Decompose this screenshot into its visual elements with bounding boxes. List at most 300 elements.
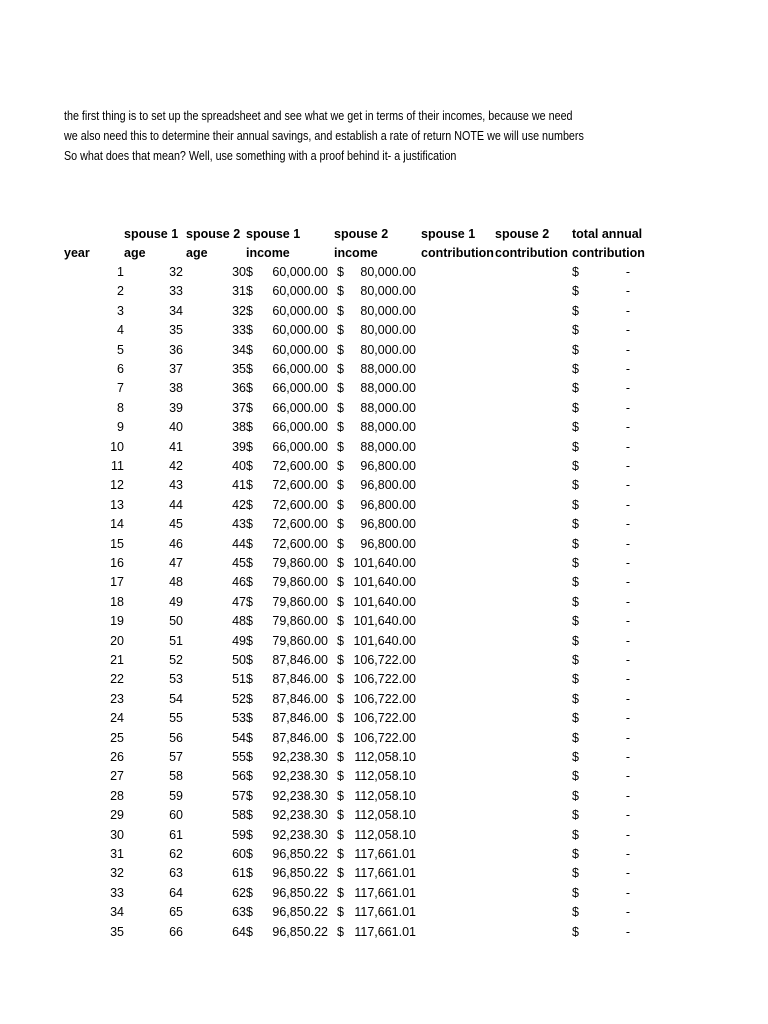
spouse2-age-cell: 44: [232, 536, 246, 551]
spouse1-age-cell: 36: [169, 342, 183, 357]
spouse1-income-cell: 72,600.00: [272, 459, 328, 473]
total-contribution-currency: $: [572, 439, 579, 454]
spouse2-age-cell: 32: [232, 303, 246, 318]
total-contribution-currency: $: [572, 381, 579, 396]
total-contribution-currency: $: [572, 730, 579, 745]
total-contribution-cell: -: [625, 400, 631, 415]
note-line-1: the first thing is to set up the spreadsheet and see what we get in terms of their incomes, because we need: [64, 109, 573, 123]
spouse2-age-cell: 41: [232, 478, 246, 493]
spouse1-income-currency: $: [246, 439, 253, 454]
spouse1-income-cell: 87,846.00: [272, 653, 328, 667]
year-cell: 30: [110, 827, 124, 842]
spouse2-income-cell: 88,000.00: [360, 420, 416, 435]
spouse1-income-currency: $: [246, 556, 253, 570]
year-cell: 18: [110, 594, 124, 609]
spouse1-age-cell: 37: [169, 362, 183, 376]
total-contribution-cell: -: [625, 381, 631, 396]
spouse1-age-cell: 60: [169, 808, 183, 823]
total-contribution-currency: $: [572, 672, 579, 687]
spouse1-income-currency: $: [246, 400, 253, 415]
spouse1-income-cell: 87,846.00: [272, 672, 328, 687]
spouse2-income-currency: $: [337, 381, 344, 396]
spouse2-income-cell: 80,000.00: [360, 284, 416, 299]
total-contribution-currency: $: [572, 303, 579, 318]
spouse1-income-cell: 72,600.00: [272, 497, 328, 512]
header-spouse2-age-bottom: age: [186, 246, 208, 260]
spouse1-age-cell: 48: [169, 575, 183, 590]
spouse1-age-cell: 45: [169, 517, 183, 532]
spouse2-age-cell: 55: [232, 750, 246, 764]
spouse1-income-currency: $: [246, 497, 253, 512]
spouse2-income-cell: 106,722.00: [353, 691, 416, 706]
spouse2-age-cell: 58: [232, 808, 246, 823]
total-contribution-currency: $: [572, 556, 579, 570]
spouse2-income-currency: $: [337, 478, 344, 493]
total-contribution-cell: -: [625, 459, 631, 473]
header-spouse1-income-bottom: income: [246, 246, 290, 260]
table-row: [0, 709, 768, 728]
total-contribution-cell: -: [625, 672, 631, 687]
spouse1-age-cell: 46: [169, 536, 183, 551]
spouse1-income-currency: $: [246, 866, 253, 881]
spouse1-income-currency: $: [246, 730, 253, 745]
spouse1-income-cell: 79,860.00: [272, 614, 328, 629]
spouse1-income-cell: 60,000.00: [272, 342, 328, 357]
spouse1-income-currency: $: [246, 672, 253, 687]
spouse1-income-currency: $: [246, 594, 253, 609]
spouse2-income-currency: $: [337, 924, 344, 939]
spouse1-income-cell: 92,238.30: [272, 750, 328, 764]
total-contribution-currency: $: [572, 769, 579, 784]
table-row: [0, 923, 768, 942]
header-spouse1-contribution-bottom: contribution: [421, 246, 494, 260]
header-spouse1-age-bottom: age: [124, 246, 146, 260]
header-year: year: [64, 246, 90, 260]
spouse1-age-cell: 52: [169, 653, 183, 667]
year-cell: 12: [110, 478, 124, 493]
spouse2-income-cell: 101,640.00: [353, 633, 416, 648]
table-row: [0, 438, 768, 457]
spouse1-income-cell: 72,600.00: [272, 478, 328, 493]
spouse2-income-cell: 88,000.00: [360, 400, 416, 415]
total-contribution-cell: -: [625, 711, 631, 726]
table-row: [0, 302, 768, 321]
spouse2-age-cell: 59: [232, 827, 246, 842]
spouse1-income-cell: 66,000.00: [272, 420, 328, 435]
total-contribution-currency: $: [572, 711, 579, 726]
spouse1-income-cell: 92,238.30: [272, 808, 328, 823]
spouse2-income-cell: 112,058.10: [354, 827, 416, 842]
spouse2-income-cell: 117,661.01: [354, 847, 416, 861]
spouse2-income-cell: 117,661.01: [354, 866, 416, 881]
spouse1-age-cell: 62: [169, 847, 183, 861]
spouse2-age-cell: 56: [232, 769, 246, 784]
spouse2-age-cell: 61: [232, 866, 246, 881]
spouse1-income-cell: 66,000.00: [272, 400, 328, 415]
spouse1-income-currency: $: [246, 788, 253, 803]
total-contribution-cell: -: [625, 827, 631, 842]
total-contribution-currency: $: [572, 362, 579, 376]
total-contribution-cell: -: [625, 594, 631, 609]
table-row: [0, 903, 768, 922]
spouse1-age-cell: 50: [169, 614, 183, 629]
table-row: [0, 767, 768, 786]
table-row: [0, 884, 768, 903]
spouse1-income-cell: 87,846.00: [272, 730, 328, 745]
spouse2-income-currency: $: [337, 342, 344, 357]
spouse1-age-cell: 42: [169, 459, 183, 473]
spouse1-income-cell: 66,000.00: [272, 362, 328, 376]
total-contribution-cell: -: [625, 303, 631, 318]
total-contribution-currency: $: [572, 924, 579, 939]
spouse1-income-cell: 60,000.00: [272, 265, 328, 279]
spouse1-income-cell: 66,000.00: [272, 439, 328, 454]
spouse2-income-cell: 106,722.00: [353, 711, 416, 726]
spouse2-income-currency: $: [337, 497, 344, 512]
total-contribution-currency: $: [572, 420, 579, 435]
year-cell: 34: [110, 905, 124, 920]
spouse1-income-currency: $: [246, 459, 253, 473]
year-cell: 17: [110, 575, 124, 590]
spouse2-income-cell: 80,000.00: [360, 265, 416, 279]
table-row: [0, 554, 768, 573]
total-contribution-cell: -: [625, 420, 631, 435]
table-row: [0, 573, 768, 592]
year-cell: 29: [110, 808, 124, 823]
spouse1-income-currency: $: [246, 769, 253, 784]
total-contribution-currency: $: [572, 400, 579, 415]
spouse2-age-cell: 53: [232, 711, 246, 726]
spouse1-income-cell: 96,850.22: [272, 847, 328, 861]
spouse2-income-cell: 96,800.00: [360, 497, 416, 512]
year-cell: 2: [117, 284, 124, 299]
spouse1-income-cell: 96,850.22: [272, 924, 328, 939]
spouse2-age-cell: 36: [232, 381, 246, 396]
spouse2-age-cell: 48: [232, 614, 246, 629]
total-contribution-currency: $: [572, 284, 579, 299]
spouse2-age-cell: 54: [232, 730, 246, 745]
spouse1-income-cell: 92,238.30: [272, 827, 328, 842]
spouse2-income-cell: 88,000.00: [360, 381, 416, 396]
spouse1-income-currency: $: [246, 575, 253, 590]
total-contribution-currency: $: [572, 691, 579, 706]
total-contribution-cell: -: [625, 769, 631, 784]
spouse2-income-cell: 117,661.01: [354, 924, 416, 939]
spouse1-income-cell: 60,000.00: [272, 303, 328, 318]
header-spouse1-income-top: spouse 1: [246, 227, 301, 241]
total-contribution-currency: $: [572, 750, 579, 764]
spouse2-income-cell: 106,722.00: [353, 672, 416, 687]
year-cell: 1: [117, 265, 124, 279]
table-row: [0, 729, 768, 748]
total-contribution-currency: $: [572, 847, 579, 861]
year-cell: 15: [110, 536, 124, 551]
spouse2-income-currency: $: [337, 750, 344, 764]
spouse1-income-currency: $: [246, 808, 253, 823]
spouse1-age-cell: 38: [169, 381, 183, 396]
spouse1-income-currency: $: [246, 362, 253, 376]
spouse2-age-cell: 38: [232, 420, 246, 435]
table-row: [0, 496, 768, 515]
spouse1-age-cell: 41: [169, 439, 183, 454]
spouse2-income-cell: 88,000.00: [360, 362, 416, 376]
spouse1-income-cell: 79,860.00: [272, 575, 328, 590]
year-cell: 16: [110, 556, 124, 570]
year-cell: 27: [110, 769, 124, 784]
year-cell: 24: [110, 711, 124, 726]
year-cell: 21: [110, 653, 124, 667]
spouse2-age-cell: 63: [232, 905, 246, 920]
spouse1-income-cell: 72,600.00: [272, 536, 328, 551]
spouse1-income-currency: $: [246, 284, 253, 299]
spouse1-age-cell: 49: [169, 594, 183, 609]
total-contribution-cell: -: [625, 730, 631, 745]
year-cell: 32: [110, 866, 124, 881]
spouse1-income-currency: $: [246, 517, 253, 532]
spouse2-income-currency: $: [337, 672, 344, 687]
total-contribution-currency: $: [572, 653, 579, 667]
table-row: [0, 321, 768, 340]
spouse1-age-cell: 51: [169, 633, 183, 648]
table-row: [0, 670, 768, 689]
spouse2-income-cell: 80,000.00: [360, 342, 416, 357]
spouse2-age-cell: 31: [232, 284, 246, 299]
spouse1-age-cell: 32: [169, 265, 183, 279]
year-cell: 31: [110, 847, 124, 861]
spouse2-age-cell: 30: [232, 265, 246, 279]
total-contribution-currency: $: [572, 459, 579, 473]
year-cell: 19: [110, 614, 124, 629]
spouse2-age-cell: 62: [232, 885, 246, 900]
total-contribution-currency: $: [572, 808, 579, 823]
spouse2-income-currency: $: [337, 284, 344, 299]
spouse2-income-currency: $: [337, 439, 344, 454]
spouse2-income-cell: 112,058.10: [354, 750, 416, 764]
spouse2-income-currency: $: [337, 556, 344, 570]
total-contribution-currency: $: [572, 497, 579, 512]
spouse2-income-cell: 117,661.01: [354, 905, 416, 920]
spouse2-income-currency: $: [337, 517, 344, 532]
spouse2-income-cell: 80,000.00: [360, 303, 416, 318]
table-row: [0, 399, 768, 418]
spouse2-age-cell: 57: [232, 788, 246, 803]
year-cell: 23: [110, 691, 124, 706]
spouse1-age-cell: 55: [169, 711, 183, 726]
spouse2-income-cell: 106,722.00: [353, 653, 416, 667]
total-contribution-cell: -: [625, 633, 631, 648]
spouse2-income-cell: 96,800.00: [360, 478, 416, 493]
year-cell: 14: [110, 517, 124, 532]
spouse2-age-cell: 43: [232, 517, 246, 532]
spouse2-age-cell: 50: [232, 653, 246, 667]
spouse1-income-currency: $: [246, 847, 253, 861]
total-contribution-currency: $: [572, 323, 579, 338]
spouse2-income-currency: $: [337, 575, 344, 590]
spouse1-income-currency: $: [246, 420, 253, 435]
year-cell: 3: [117, 303, 124, 318]
total-contribution-cell: -: [625, 691, 631, 706]
header-spouse1-age-top: spouse 1: [124, 227, 179, 241]
total-contribution-cell: -: [625, 905, 631, 920]
spouse1-income-currency: $: [246, 905, 253, 920]
spouse1-income-currency: $: [246, 323, 253, 338]
year-cell: 5: [117, 342, 124, 357]
total-contribution-cell: -: [625, 497, 631, 512]
spouse2-income-cell: 117,661.01: [354, 885, 416, 900]
spouse1-age-cell: 63: [169, 866, 183, 881]
spouse1-age-cell: 47: [169, 556, 183, 570]
spouse2-age-cell: 60: [232, 847, 246, 861]
spouse1-income-cell: 96,850.22: [272, 866, 328, 881]
total-contribution-currency: $: [572, 827, 579, 842]
spouse1-age-cell: 61: [169, 827, 183, 842]
total-contribution-cell: -: [625, 847, 631, 861]
spouse1-income-cell: 92,238.30: [272, 769, 328, 784]
spouse1-income-cell: 79,860.00: [272, 633, 328, 648]
spouse1-age-cell: 54: [169, 691, 183, 706]
total-contribution-currency: $: [572, 614, 579, 629]
header-total-annual-top: total annual: [572, 227, 643, 241]
spouse2-age-cell: 33: [232, 323, 246, 338]
year-cell: 25: [110, 730, 124, 745]
spouse2-age-cell: 40: [232, 459, 246, 473]
spouse1-income-currency: $: [246, 711, 253, 726]
spouse2-income-currency: $: [337, 323, 344, 338]
spouse2-age-cell: 35: [232, 362, 246, 376]
spouse1-age-cell: 43: [169, 478, 183, 493]
spouse2-age-cell: 39: [232, 439, 246, 454]
spouse1-age-cell: 57: [169, 750, 183, 764]
total-contribution-cell: -: [625, 362, 631, 376]
spouse1-income-currency: $: [246, 342, 253, 357]
table-row: [0, 651, 768, 670]
total-contribution-currency: $: [572, 594, 579, 609]
table-row: [0, 806, 768, 825]
table-row: [0, 864, 768, 883]
year-cell: 22: [110, 672, 124, 687]
spouse2-income-currency: $: [337, 885, 344, 900]
spouse2-income-currency: $: [337, 459, 344, 473]
header-spouse2-income-top: spouse 2: [334, 227, 389, 241]
total-contribution-currency: $: [572, 788, 579, 803]
spouse1-age-cell: 58: [169, 769, 183, 784]
spouse1-income-currency: $: [246, 478, 253, 493]
header-spouse2-age-top: spouse 2: [186, 227, 241, 241]
spouse1-income-currency: $: [246, 536, 253, 551]
spouse2-income-currency: $: [337, 730, 344, 745]
total-contribution-cell: -: [625, 342, 631, 357]
header-total-annual-bottom: contribution: [572, 246, 645, 260]
spouse2-income-cell: 96,800.00: [360, 459, 416, 473]
spouse1-income-cell: 96,850.22: [272, 885, 328, 900]
spouse2-age-cell: 37: [232, 400, 246, 415]
spouse1-age-cell: 40: [169, 420, 183, 435]
spouse2-income-currency: $: [337, 265, 344, 279]
note-line-2: we also need this to determine their annual savings, and establish a rate of return NOTE we will use numbers: [64, 129, 584, 143]
table-row: [0, 341, 768, 360]
table-row: [0, 593, 768, 612]
total-contribution-currency: $: [572, 265, 579, 279]
spouse1-income-currency: $: [246, 885, 253, 900]
spouse1-income-currency: $: [246, 265, 253, 279]
table-row: [0, 379, 768, 398]
year-cell: 26: [110, 750, 124, 764]
total-contribution-currency: $: [572, 575, 579, 590]
table-row: [0, 457, 768, 476]
spouse2-income-currency: $: [337, 905, 344, 920]
spouse2-age-cell: 46: [232, 575, 246, 590]
table-row: [0, 748, 768, 767]
spouse1-income-cell: 96,850.22: [272, 905, 328, 920]
total-contribution-cell: -: [625, 284, 631, 299]
table-row: [0, 418, 768, 437]
spouse2-age-cell: 49: [232, 633, 246, 648]
total-contribution-cell: -: [625, 750, 631, 764]
spouse2-age-cell: 52: [232, 691, 246, 706]
table-row: [0, 826, 768, 845]
total-contribution-cell: -: [625, 536, 631, 551]
spouse1-income-currency: $: [246, 924, 253, 939]
total-contribution-currency: $: [572, 866, 579, 881]
total-contribution-cell: -: [625, 323, 631, 338]
year-cell: 7: [117, 381, 124, 396]
spouse1-income-currency: $: [246, 750, 253, 764]
spouse1-income-currency: $: [246, 691, 253, 706]
spouse1-age-cell: 66: [169, 924, 183, 939]
year-cell: 35: [110, 924, 124, 939]
table-row: [0, 263, 768, 282]
spouse2-income-currency: $: [337, 594, 344, 609]
spouse2-income-currency: $: [337, 691, 344, 706]
spouse1-income-cell: 79,860.00: [272, 594, 328, 609]
spouse2-income-cell: 101,640.00: [353, 614, 416, 629]
total-contribution-cell: -: [625, 556, 631, 570]
note-line-3: So what does that mean? Well, use something with a proof behind it- a justification: [64, 149, 457, 163]
total-contribution-currency: $: [572, 478, 579, 493]
table-row: [0, 787, 768, 806]
year-cell: 4: [117, 323, 124, 338]
spouse1-income-cell: 72,600.00: [272, 517, 328, 532]
table-row: [0, 535, 768, 554]
table-row: [0, 282, 768, 301]
spouse2-income-currency: $: [337, 788, 344, 803]
total-contribution-cell: -: [625, 866, 631, 881]
total-contribution-cell: -: [625, 885, 631, 900]
header-spouse2-contribution-bottom: contribution: [495, 246, 568, 260]
spouse1-income-cell: 66,000.00: [272, 381, 328, 396]
spouse2-income-currency: $: [337, 808, 344, 823]
spouse2-income-currency: $: [337, 303, 344, 318]
total-contribution-cell: -: [625, 614, 631, 629]
total-contribution-cell: -: [625, 788, 631, 803]
spouse1-income-currency: $: [246, 381, 253, 396]
header-spouse2-contribution-top: spouse 2: [495, 227, 550, 241]
spouse1-income-cell: 79,860.00: [272, 556, 328, 570]
header-spouse2-income-bottom: income: [334, 246, 378, 260]
spouse2-income-currency: $: [337, 536, 344, 551]
spouse1-age-cell: 44: [169, 497, 183, 512]
total-contribution-currency: $: [572, 905, 579, 920]
spouse2-income-currency: $: [337, 827, 344, 842]
spouse2-income-currency: $: [337, 847, 344, 861]
spouse1-income-currency: $: [246, 827, 253, 842]
total-contribution-cell: -: [625, 575, 631, 590]
table-row: [0, 515, 768, 534]
spouse2-income-currency: $: [337, 866, 344, 881]
spouse2-income-currency: $: [337, 769, 344, 784]
year-cell: 28: [110, 788, 124, 803]
spouse1-age-cell: 56: [169, 730, 183, 745]
